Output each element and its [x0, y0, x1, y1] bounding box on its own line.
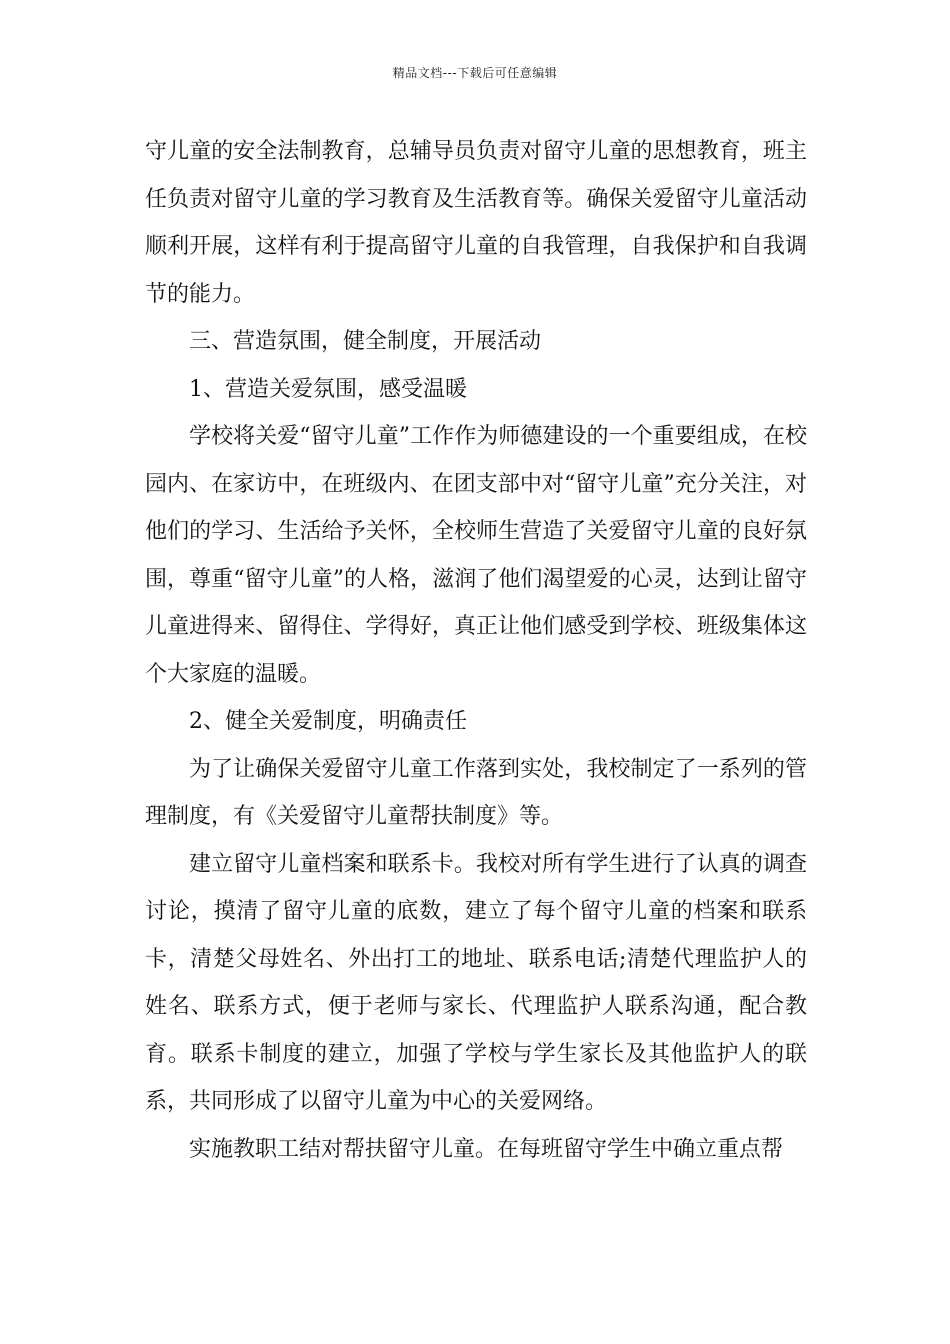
section-heading: 三、营造氛围，健全制度，开展活动	[189, 329, 542, 354]
paragraph-4: 建立留守儿童档案和联系卡。我校对所有学生进行了认真的调查讨论，摸清了留守儿童的底数，建立了每个留守儿童的档案和联系卡，清楚父母姓名、外出打工的地址、联系电话;清楚代理监护人的姓名、联系方式，便于老师与家长、代理监护人联系沟通，配合教育。联系卡制度的建立，加强了学校与学生家长及其他监护人的联系，共同形成了以留守儿童为中心的关爱网络。	[145, 851, 807, 1114]
subheading-2: 2、健全关爱制度，明确责任	[189, 709, 467, 734]
document-body	[145, 128, 807, 1173]
paragraph-2: 学校将关爱“留守儿童”工作作为师德建设的一个重要组成，在校园内、在家访中，在班级内、在团支部中对“留守儿童”充分关注，对他们的学习、生活给予关怀，全校师生营造了关爱留守儿童的良好氛围，尊重“留守儿童”的人格，滋润了他们渴望爱的心灵，达到让留守儿童进得来、留得住、学得好，真正让他们感受到学校、班级集体这个大家庭的温暖。	[145, 424, 807, 687]
paragraph-3: 为了让确保关爱留守儿童工作落到实处，我校制定了一系列的管理制度，有《关爱留守儿童帮扶制度》等。	[145, 756, 807, 829]
page-header: 精品文档---下载后可任意编辑	[392, 66, 558, 80]
subheading-1: 1、营造关爱氛围，感受温暖	[189, 376, 467, 402]
paragraph-5: 实施教职工结对帮扶留守儿童。在每班留守学生中确立重点帮	[189, 1136, 784, 1162]
paragraph-1: 守儿童的安全法制教育，总辅导员负责对留守儿童的思想教育，班主任负责对留守儿童的学习教育及生活教育等。确保关爱留守儿童活动顺利开展，这样有利于提高留守儿童的自我管理，自我保护和自我调节的能力。	[145, 139, 807, 307]
